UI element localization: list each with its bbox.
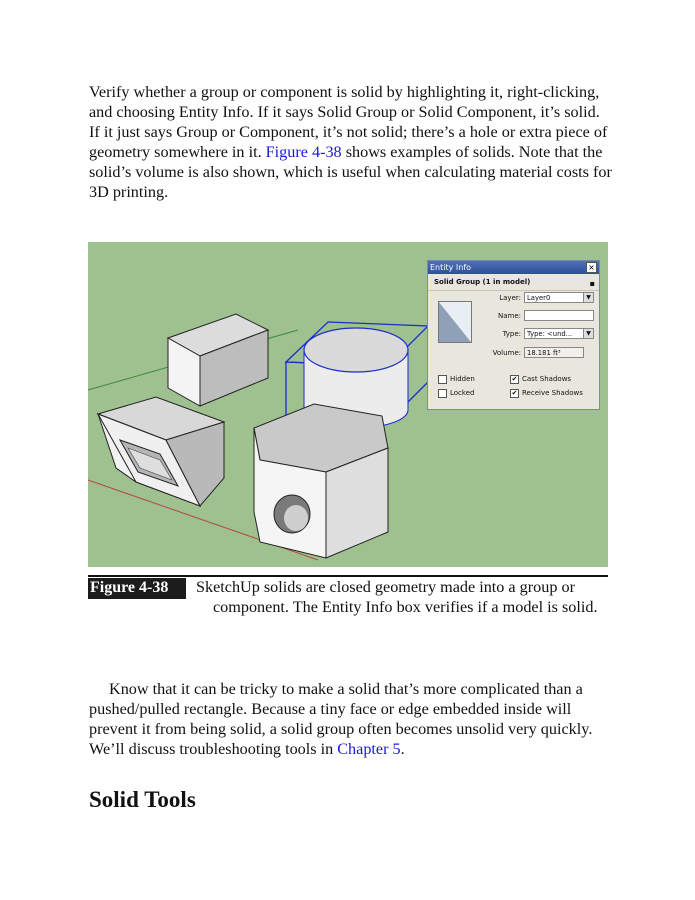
receive-shadows-checkbox[interactable]: ✔ bbox=[511, 389, 518, 397]
paragraph-text: Verify whether a group or component is solid by highlighting it, right-clicking, and choosing Entity Info. If it says Solid Group or Solid Component, it’s solid. If it just says Group or Component, it’s not solid; there’s a hole or extra piece of geometry somewhere in it. bbox=[89, 83, 608, 161]
entity-type-label: Solid Group (1 in model) bbox=[434, 278, 531, 286]
body-paragraph bbox=[89, 679, 614, 759]
layer-label: Layer: bbox=[499, 294, 521, 302]
entity-type-header bbox=[428, 274, 599, 291]
hidden-label: Hidden bbox=[450, 375, 475, 383]
receive-shadows-label: Receive Shadows bbox=[522, 389, 583, 397]
dialog-title: Entity Info bbox=[430, 263, 472, 272]
close-icon[interactable]: × bbox=[586, 262, 597, 273]
type-label: Type: bbox=[502, 330, 521, 338]
material-swatch-icon bbox=[439, 302, 471, 342]
name-field[interactable] bbox=[524, 310, 594, 321]
intro-paragraph bbox=[89, 82, 614, 202]
layer-value: Layer0 bbox=[527, 294, 551, 302]
paragraph-text: Know that it can be tricky to make a solid that’s more complicated than a pushed/pulled rectangle. Because a tiny face or edge embedded inside will prevent it from being solid, a solid group often becomes unsolid very quickly. We’ll discuss troubleshooting tools in bbox=[89, 680, 593, 758]
chapter-link[interactable]: Chapter 5 bbox=[337, 740, 401, 758]
locked-label: Locked bbox=[450, 389, 475, 397]
chevron-down-icon: ▼ bbox=[583, 329, 593, 338]
hexagon-solid bbox=[254, 404, 388, 558]
name-label: Name: bbox=[497, 312, 521, 320]
small-box-solid bbox=[168, 314, 268, 406]
hidden-checkbox[interactable] bbox=[438, 375, 447, 384]
cast-shadows-checkbox[interactable]: ✔ bbox=[511, 375, 518, 383]
figure-label: Figure 4-38 bbox=[88, 578, 186, 599]
cast-shadows-label: Cast Shadows bbox=[522, 375, 572, 383]
figure-image bbox=[88, 242, 608, 567]
dialog-title-bar bbox=[428, 261, 599, 274]
locked-checkbox[interactable] bbox=[438, 389, 447, 398]
figure-caption: SketchUp solids are closed geometry made into a group or component. The Entity Info box verifies if a model is solid. bbox=[196, 578, 598, 616]
type-select[interactable] bbox=[524, 328, 594, 339]
figure-link[interactable]: Figure 4-38 bbox=[265, 143, 342, 161]
volume-label: Volume: bbox=[492, 349, 521, 357]
paragraph-text: shows examples of solids. Note that the solid’s volume is also shown, which is useful when calculating material costs for 3D printing. bbox=[89, 143, 612, 201]
entity-info-dialog bbox=[427, 260, 600, 410]
section-heading: Solid Tools bbox=[89, 787, 196, 812]
type-value: Type: <und... bbox=[527, 330, 573, 338]
paragraph-text: . bbox=[400, 740, 405, 758]
material-swatch[interactable] bbox=[438, 301, 472, 343]
layer-select[interactable] bbox=[524, 292, 594, 303]
volume-value: 18.181 ft³ bbox=[524, 347, 584, 358]
chevron-down-icon: ▼ bbox=[583, 293, 593, 302]
pin-icon[interactable]: ▪ bbox=[589, 279, 595, 288]
